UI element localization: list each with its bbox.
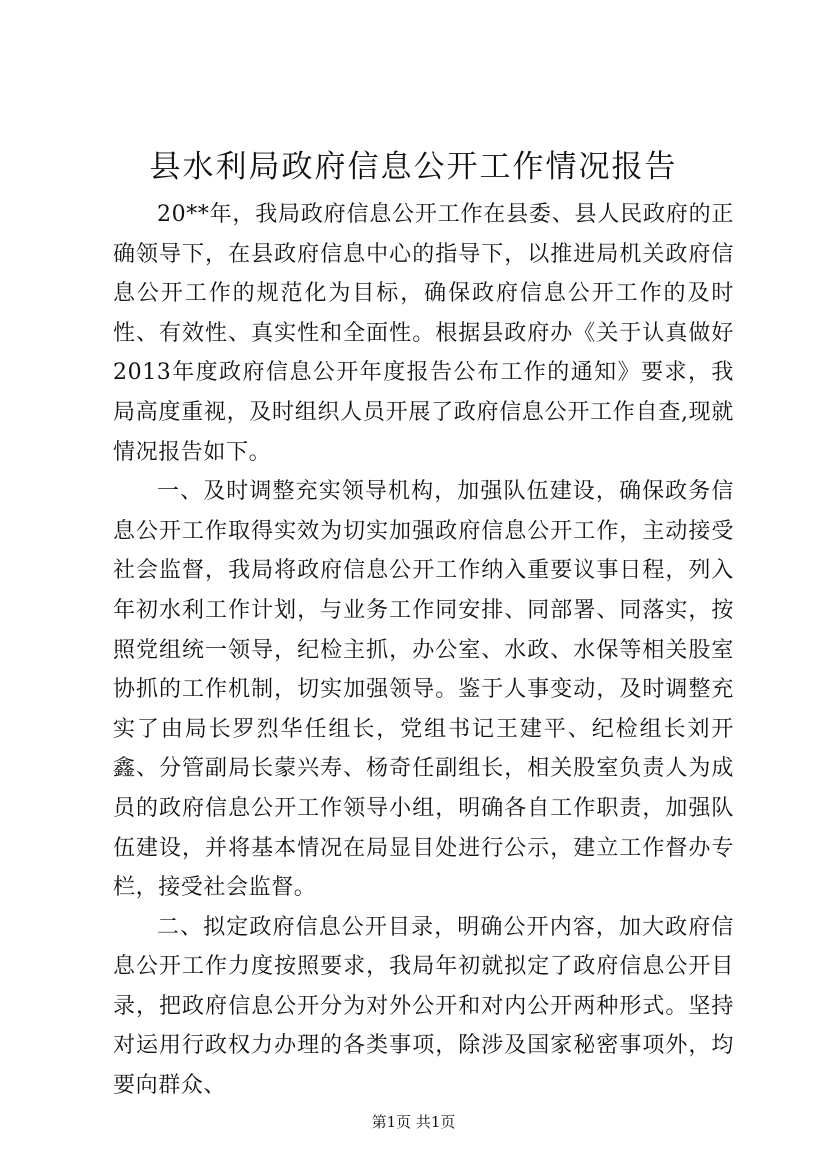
paragraph-section-2: 二、拟定政府信息公开目录，明确公开内容，加大政府信息公开工作力度按照要求，我局年初就拟定了政府信息公开目录，把政府信息公开分为对外公开和对内公开两种形式。坚持对运用行政权力办理的各类事项，除涉及国家秘密事项外，均要向群众、 [113, 914, 734, 1099]
document-title: 县水利局政府信息公开工作情况报告 [149, 149, 678, 185]
page-footer: 第1页 共1页 [371, 1113, 456, 1131]
paragraph-intro: 20**年，我局政府信息公开工作在县委、县人民政府的正确领导下，在县政府信息中心的指导下，以推进局机关政府信息公开工作的规范化为目标，确保政府信息公开工作的及时性、有效性、真实性和全面性。根据县政府办《关于认真做好2013年度政府信息公开年度报告公布工作的通知》要求，我局高度重视，及时组织人员开展了政府信息公开工作自查,现就情况报告如下。 [113, 202, 734, 465]
document-body [113, 195, 734, 1106]
paragraph-section-1: 一、及时调整充实领导机构，加强队伍建设，确保政务信息公开工作取得实效为切实加强政府信息公开工作，主动接受社会监督，我局将政府信息公开工作纳入重要议事日程，列入年初水利工作计划，与业务工作同安排、同部署、同落实，按照党组统一领导，纪检主抓，办公室、水政、水保等相关股室协抓的工作机制，切实加强领导。鉴于人事变动，及时调整充实了由局长罗烈华任组长，党组书记王建平、纪检组长刘开鑫、分管副局长蒙兴寿、杨奇任副组长，相关股室负责人为成员的政府信息公开工作领导小组，明确各自工作职责，加强队伍建设，并将基本情况在局显目处进行公示，建立工作督办专栏，接受社会监督。 [113, 479, 734, 901]
